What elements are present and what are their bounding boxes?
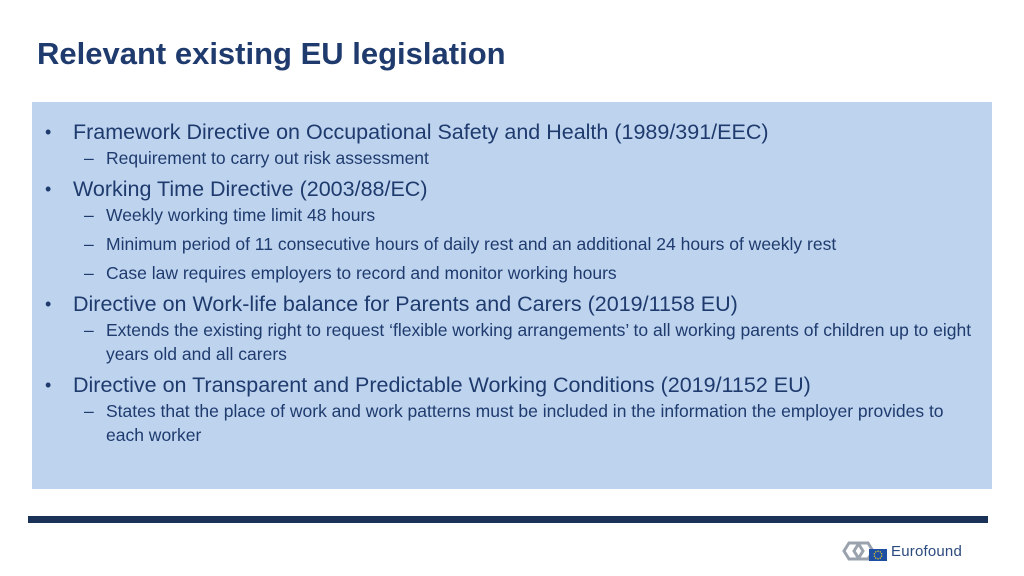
- item-text: Working Time Directive (2003/88/EC): [73, 177, 428, 201]
- eurofound-logo: [840, 538, 962, 564]
- logo-text: Eurofound: [891, 542, 963, 560]
- legislation-list: [32, 118, 992, 447]
- sub-list: [73, 203, 992, 285]
- sub-item-text: Weekly working time limit 48 hours: [106, 205, 376, 225]
- sub-item-text: States that the place of work and work patterns must be included in the information the employer provides to each worker: [106, 401, 944, 445]
- sub-list: [73, 146, 992, 170]
- bullet-icon: •: [45, 179, 52, 199]
- dash-icon: –: [84, 320, 94, 340]
- bullet-icon: •: [45, 375, 52, 395]
- slide-title: Relevant existing EU legislation: [37, 36, 506, 71]
- sub-list: [73, 318, 992, 366]
- dash-icon: –: [84, 148, 94, 168]
- sub-list-item: [73, 261, 992, 285]
- content-box: [32, 102, 992, 489]
- sub-list-item: [73, 232, 992, 256]
- dash-icon: –: [84, 263, 94, 283]
- bullet-icon: •: [45, 122, 52, 142]
- sub-item-text: Minimum period of 11 consecutive hours of daily rest and an additional 24 hours of weekly rest: [106, 234, 837, 254]
- item-text: Directive on Transparent and Predictable Working Conditions (2019/1152 EU): [73, 373, 811, 397]
- bullet-icon: •: [45, 294, 52, 314]
- sub-item-text: Extends the existing right to request ‘flexible working arrangements’ to all working parents of children up to eight years old and all carers: [106, 320, 972, 364]
- sub-list: [73, 399, 992, 447]
- sub-list-item: [73, 399, 992, 447]
- dash-icon: –: [84, 401, 94, 421]
- item-text: Framework Directive on Occupational Safety and Health (1989/391/EEC): [73, 120, 769, 144]
- dash-icon: –: [84, 234, 94, 254]
- item-text: Directive on Work-life balance for Parents and Carers (2019/1158 EU): [73, 292, 738, 316]
- list-item: [32, 371, 992, 447]
- sub-list-item: [73, 318, 992, 366]
- footer-rule: [28, 516, 988, 523]
- list-item: [32, 175, 992, 285]
- dash-icon: –: [84, 205, 94, 225]
- eurofound-emblem-icon: [840, 538, 888, 564]
- sub-list-item: [73, 146, 992, 170]
- list-item: [32, 118, 992, 170]
- sub-item-text: Case law requires employers to record and monitor working hours: [106, 263, 617, 283]
- list-item: [32, 290, 992, 366]
- sub-item-text: Requirement to carry out risk assessment: [106, 148, 429, 168]
- sub-list-item: [73, 203, 992, 227]
